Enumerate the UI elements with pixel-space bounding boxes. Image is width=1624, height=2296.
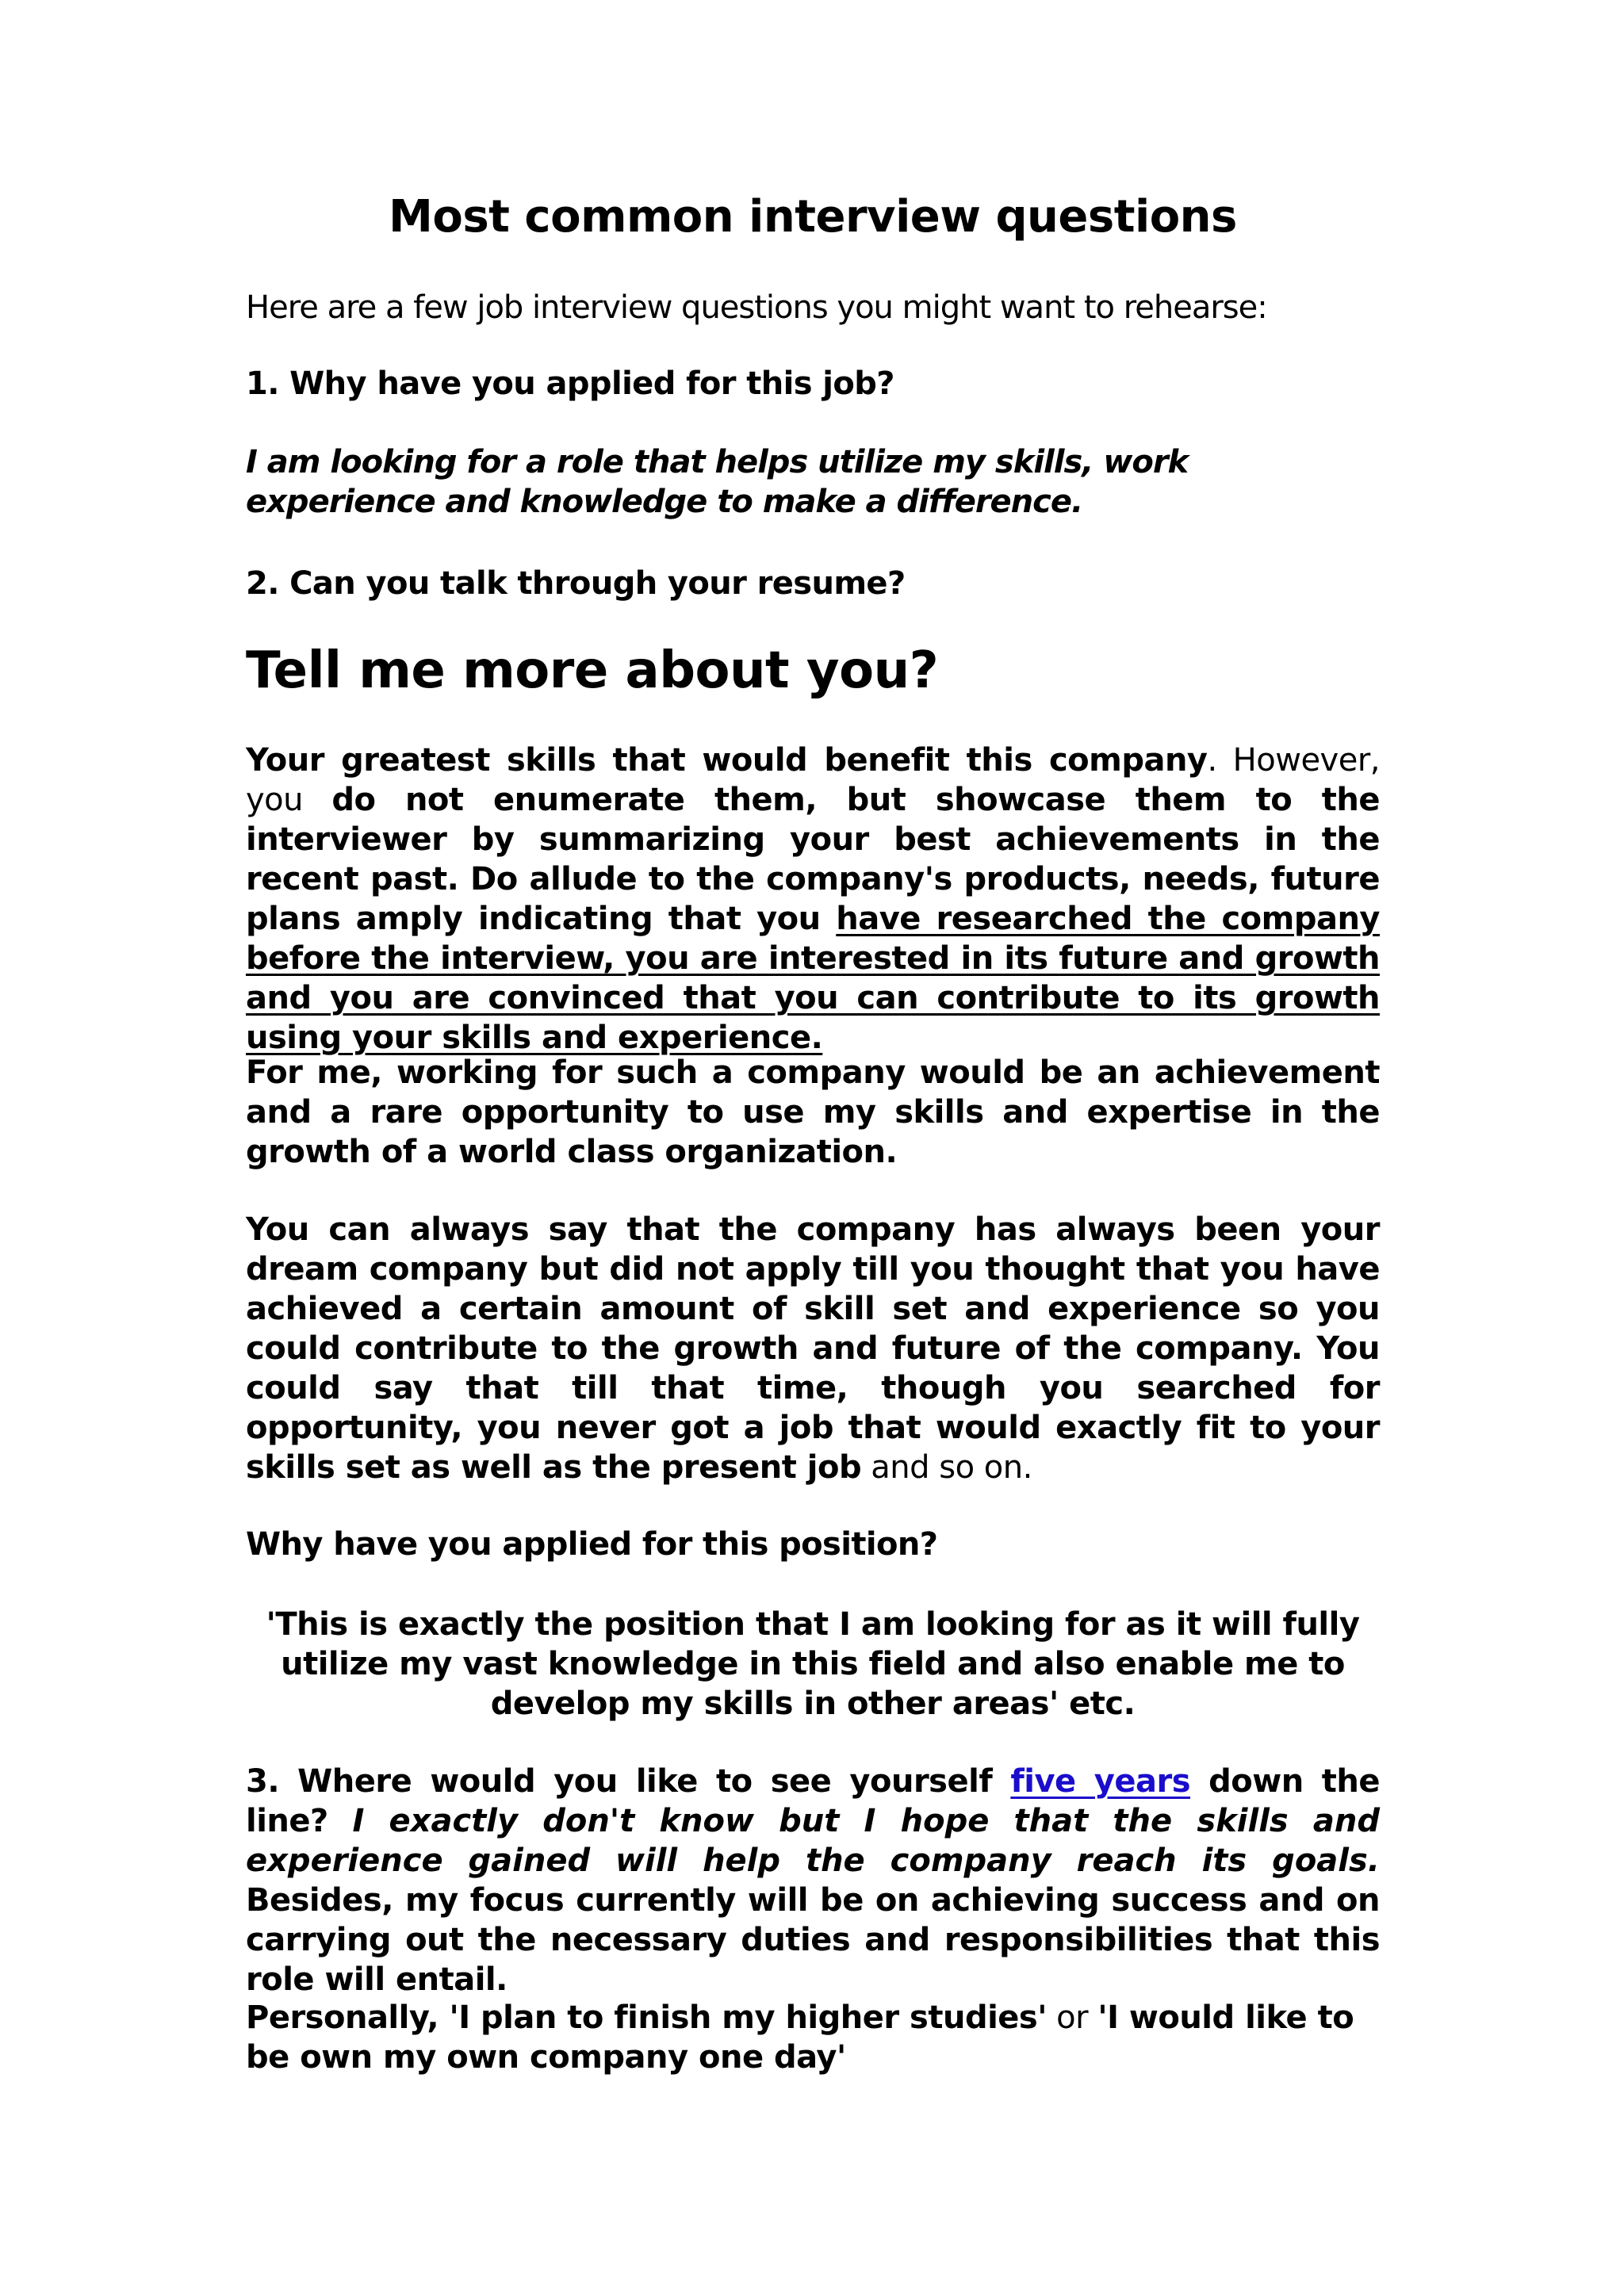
question-3 bbox=[246, 1762, 1380, 1999]
paragraph-achievement: For me, working for such a company would be an achievement and a rare opportunity to use my skills and expertise in the growth of a world class organization. bbox=[246, 1054, 1380, 1170]
answer-3-rest: Besides, my focus currently will be on achieving success and on carrying out the necessary duties and responsibilities that this role will entail. bbox=[246, 1882, 1380, 1998]
personally-company: 'I would like to be own my own company one day' bbox=[246, 1999, 1354, 2076]
personally-plan: Personally, 'I plan to finish my higher studies' bbox=[246, 1999, 1047, 2036]
dream-company-bold: You can always say that the company has always been your dream company but did not apply till you thought that you have achieved a certain amount of skill set and experience so you could contribute to the growth and future of the company. You could say that till that time, though you searched for opportunity, you never got a job that would exactly fit to your skills set as well as the present job bbox=[246, 1211, 1380, 1486]
question-2: 2. Can you talk through your resume? bbox=[246, 565, 906, 602]
skills-body: do not enumerate them, but showcase them to the interviewer by summarizing your best achievements in the recent past. Do allude to the company's products, needs, future plans amply indicating that you bbox=[246, 782, 1380, 937]
page-title: Most common interview questions bbox=[389, 191, 1237, 243]
intro-text: Here are a few job interview questions you might want to rehearse: bbox=[246, 289, 1267, 326]
five-years-link[interactable]: five years bbox=[1010, 1763, 1191, 1800]
paragraph-personally bbox=[246, 1998, 1380, 2077]
skills-underlined: have researched the company before the interview, you are interested in its future and growth and you are convinced that you can contribute to its growth using your skills and experience. bbox=[246, 901, 1380, 1056]
skills-however: . However, you bbox=[246, 742, 1381, 818]
question-1: 1. Why have you applied for this job? bbox=[246, 365, 894, 402]
answer-1: I am looking for a role that helps utilize my skills, work experience and knowledge to make a difference. bbox=[246, 444, 1189, 520]
dream-company-tail: and so on. bbox=[861, 1449, 1032, 1486]
position-question: Why have you applied for this position? bbox=[246, 1526, 938, 1563]
question-3-suffix: down the line? bbox=[246, 1763, 1381, 1839]
section-heading: Tell me more about you? bbox=[246, 641, 939, 700]
position-answer: 'This is exactly the position that I am looking for as it will fully utilize my vast knowledge in this field and also enable me to develop my skills in other areas' etc. bbox=[266, 1606, 1360, 1722]
paragraph-skills bbox=[246, 740, 1380, 1058]
paragraph-dream-company bbox=[246, 1210, 1380, 1487]
personally-or: or bbox=[1046, 1999, 1098, 2036]
question-3-prefix: 3. Where would you like to see yourself bbox=[246, 1763, 1011, 1800]
skills-lead: Your greatest skills that would benefit this company bbox=[246, 742, 1208, 779]
answer-3-italic: I exactly don't know but I hope that the skills and experience gained will help the company reach its goals. bbox=[246, 1803, 1381, 1879]
